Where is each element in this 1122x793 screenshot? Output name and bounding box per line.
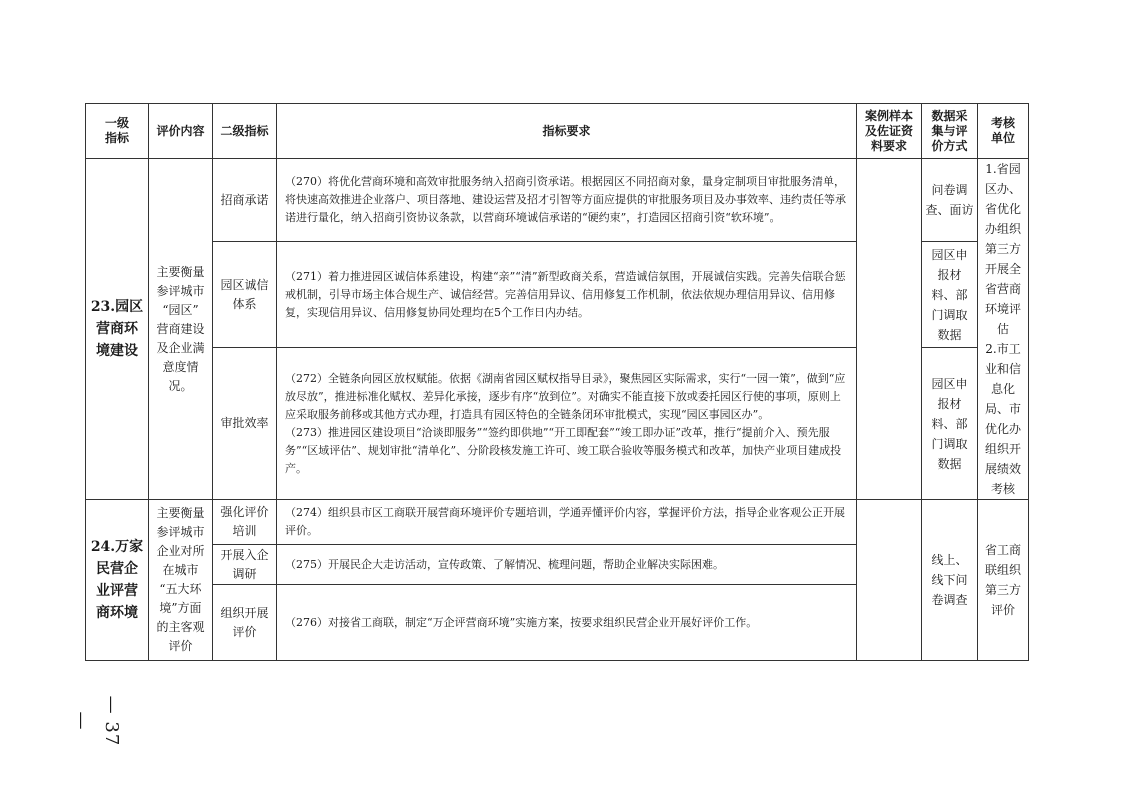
requirement-275: （275）开展民企大走访活动，宣传政策、了解情况、梳理问题，帮助企业解决实际困难。 [277,545,857,585]
method-24: 线上、 线下问 卷调查 [922,500,978,661]
unit-23: 1.省园 区办、 省优化 办组织 第三方 开展全 省营商 环境评 估 2.市工 业和信 息化 局、市 优化办 组织开 展绩效 考核 [978,159,1029,500]
evidence-cell [857,159,922,500]
header-level1: 一级 指标 [86,104,149,159]
table-row [86,500,1029,545]
content-24: 主要衡量 参评城市 企业对所 在城市 “五大环 境”方面 的主客观 评价 [149,500,213,661]
indicator-24: 24.万家 民营企 业评营 商环境 [86,500,149,661]
sub-indicator: 组织开展 评价 [213,585,277,661]
evidence-cell [857,500,922,661]
table-row [86,159,1029,242]
indicator-23: 23.园区 营商环 境建设 [86,159,149,500]
requirement-274: （274）组织县市区工商联开展营商环境评价专题培训，学通弄懂评价内容，掌握评价方法，指导企业客观公正开展评价。 [277,500,857,545]
header-requirement: 指标要求 [277,104,857,159]
header-content: 评价内容 [149,104,213,159]
header-evidence: 案例样本 及佐证资 料要求 [857,104,922,159]
requirement-271: （271）着力推进园区诚信体系建设，构建“亲”“清”新型政商关系，营造诚信氛围，开展诚信实践。完善失信联合惩戒机制，引导市场主体合规生产、诚信经营。完善信用异议、信用修复工作机制，依法依规办理信用异议、信用修复，实现信用异议、信用修复协同处理均在5个工作日内办结。 [277,242,857,348]
content-23: 主要衡量 参评城市 “园区” 营商建设 及企业满 意度情 况。 [149,159,213,500]
unit-24: 省工商 联组织 第三方 评价 [978,500,1029,661]
method-cell: 园区申 报材 料、部 门调取 数据 [922,348,978,500]
header-level2: 二级指标 [213,104,277,159]
sub-indicator: 招商承诺 [213,159,277,242]
method-cell: 问卷调 查、面访 [922,159,978,242]
requirement-270: （270）将优化营商环境和高效审批服务纳入招商引资承诺。根据园区不同招商对象，量身定制项目审批服务清单，将快速高效推进企业落户、项目落地、建设运营及招才引智等方面应提供的审批服务项目及办事效率、违约责任等承诺进行量化，纳入招商引资协议条款，以营商环境诚信承诺的“硬约束”，打造园区招商引资“软环境”。 [277,159,857,242]
sub-indicator: 审批效率 [213,348,277,500]
method-cell: 园区申 报材 料、部 门调取 数据 [922,242,978,348]
header-method: 数据采 集与评 价方式 [922,104,978,159]
page-number [56,686,122,756]
header-row [86,104,1029,159]
sub-indicator: 开展入企 调研 [213,545,277,585]
indicator-table [85,103,1029,661]
header-unit: 考核 单位 [978,104,1029,159]
requirement-276: （276）对接省工商联，制定“万企评营商环境”实施方案，按要求组织民营企业开展好评价工作。 [277,585,857,661]
sub-indicator: 强化评价 培训 [213,500,277,545]
sub-indicator: 园区诚信 体系 [213,242,277,348]
page-number-text: — 37 — [71,695,122,747]
requirement-272-273: （272）全链条向园区放权赋能。依据《湖南省园区赋权指导目录》，聚焦园区实际需求，实行“一园一策”，做到“应放尽放”，推进标准化赋权、差异化承接，逐步有序“放到位”。对确实不能直接下放或委托园区行使的事项，原则上应采取服务前移或其他方式办理，打造具有园区特色的全链条闭环审批模式，实现“园区事园区办”。 （273）推进园区建设项目“洽谈即服务”“签约即供地”“开工即配套”“竣工即办证”改革，推行“提前介入、预先服务”“区域评估”、规划审批“清单化”、分阶段核发施工许可、竣工联合验收等服务模式和改革，加快产业项目建成投产。 [277,348,857,500]
